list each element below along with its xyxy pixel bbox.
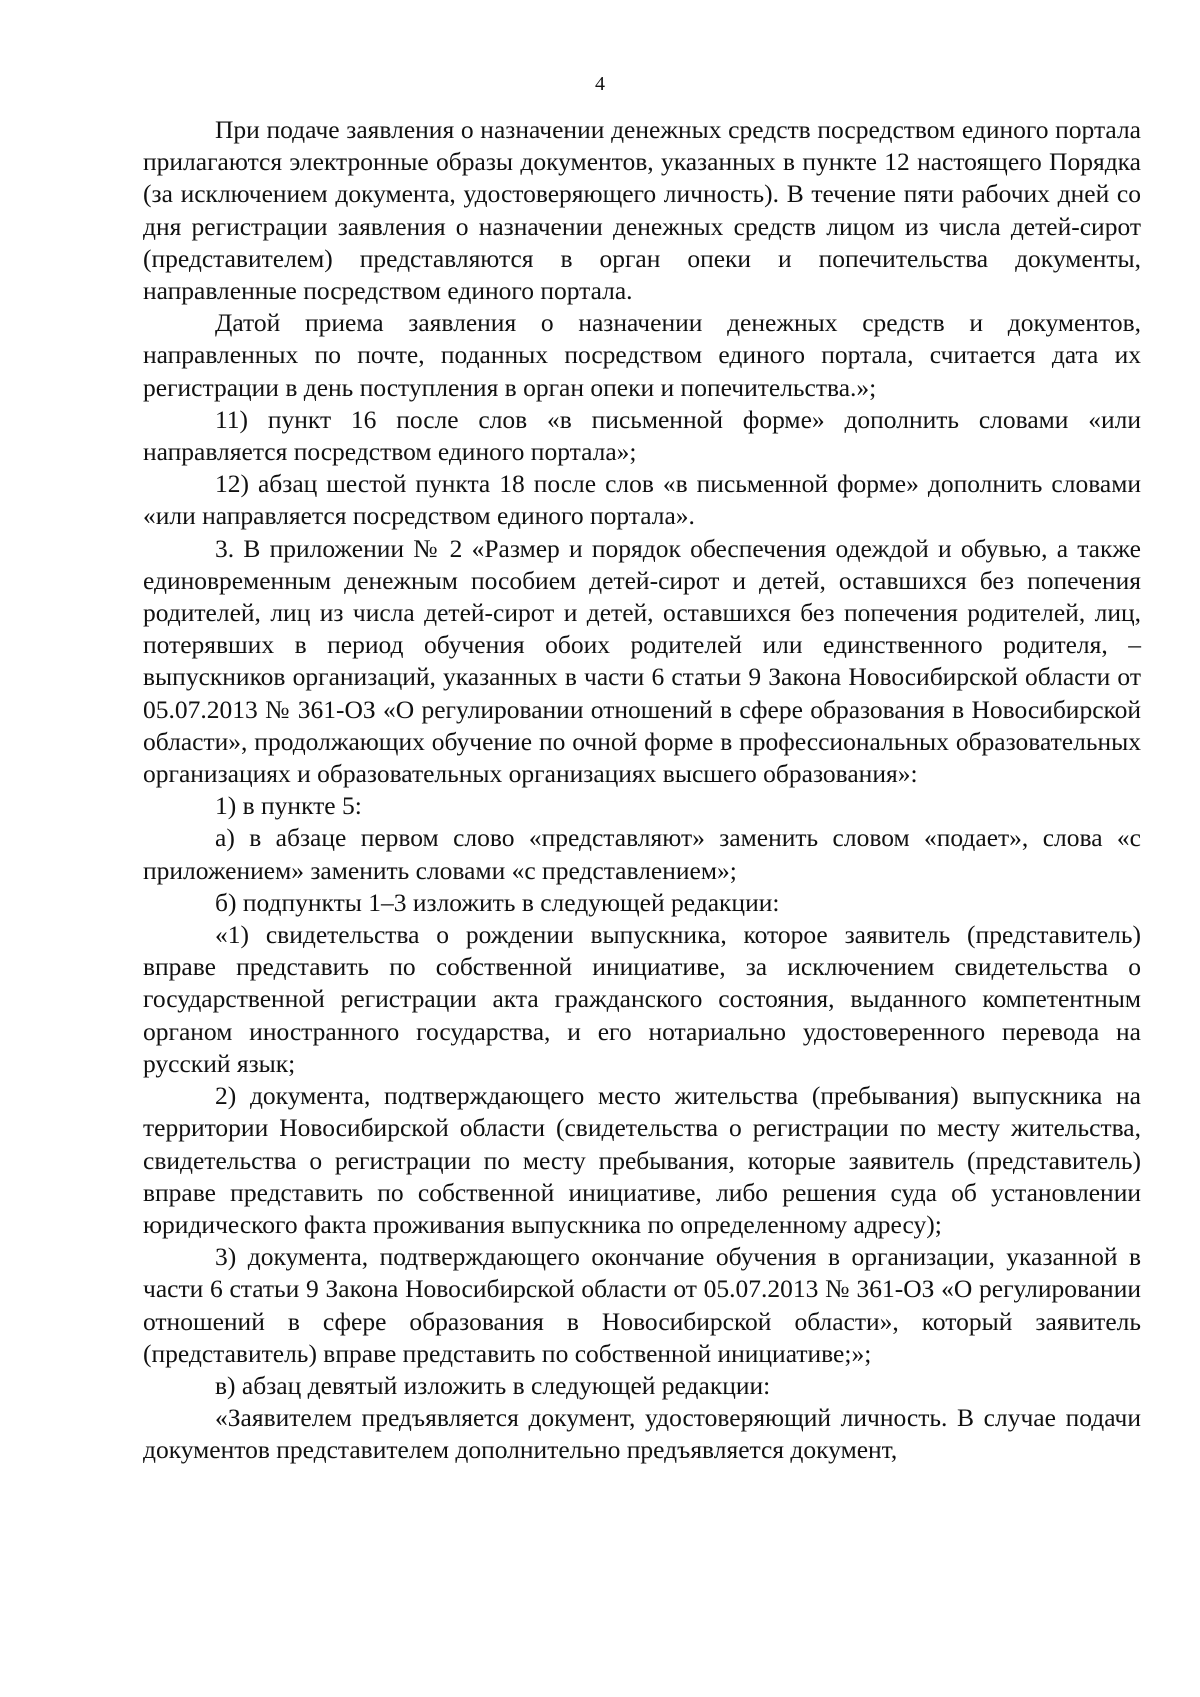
paragraph-quoted-item-2: 2) документа, подтверждающего место жительства (пребывания) выпускника на территории Новосибирской области (свидетельства о регистрации по месту жительства, свидетельства о регистрации по месту пребывания, которые заявитель (представитель) вправе представить по собственной инициативе, либо решения суда об установлении юридического факта проживания выпускника по определенному адресу); [143,1081,1141,1239]
paragraph-appendix-2: 3. В приложении № 2 «Размер и порядок обеспечения одеждой и обувью, а также единовременным денежным пособием детей-сирот и детей, оставшихся без попечения родителей, лиц из числа детей-сирот и детей, оставшихся без попечения родителей, лиц, потерявших в период обучения обоих родителей или единственного родителя, – выпускников организаций, указанных в части 6 статьи 9 Закона Новосибирской области от 05.07.2013 № 361-ОЗ «О регулировании отношений в сфере образования в Новосибирской области», продолжающих обучение по очной форме в профессиональных образовательных организациях и образовательных организациях высшего образования»: [143,533,1141,789]
paragraph-portal-submission: При подаче заявления о назначении денежных средств посредством единого портала прилагаются электронные образы документов, указанных в пункте 12 настоящего Порядка (за исключением документа, удостоверяющего личность). В течение пяти рабочих дней со дня регистрации заявления о назначении денежных средств лицом из числа детей-сирот (представителем) представляются в орган опеки и попечительства документы, направленные посредством единого портала. [143,115,1141,306]
paragraph-subitem-v: в) абзац девятый изложить в следующей редакции: [215,1370,771,1400]
paragraph-subitem-1: 1) в пункте 5: [215,791,362,821]
paragraph-subitem-a: а) в абзаце первом слово «представляют» заменить словом «подает», слова «с приложением» заменить словами «с представлением»; [143,823,1141,885]
paragraph-identity-document: «Заявителем предъявляется документ, удостоверяющий личность. В случае подачи документов представителем дополнительно предъявляется документ, [143,1403,1141,1465]
page-number: 4 [595,73,605,95]
paragraph-subitem-b: б) подпункты 1–3 изложить в следующей редакции: [215,887,780,917]
paragraph-item-11: 11) пункт 16 после слов «в письменной форме» дополнить словами «или направляется посредством единого портала»; [143,404,1141,467]
paragraph-quoted-item-3: 3) документа, подтверждающего окончание обучения в организации, указанной в части 6 статьи 9 Закона Новосибирской области от 05.07.2013 № 361-ОЗ «О регулировании отношений в сфере образования в Новосибирской области», который заявитель (представитель) вправе представить по собственной инициативе;»; [143,1242,1141,1368]
paragraph-acceptance-date: Датой приема заявления о назначении денежных средств и документов, направленных по почте, поданных посредством единого портала, считается дата их регистрации в день поступления в орган опеки и попечительства.»; [143,308,1141,402]
paragraph-item-12: 12) абзац шестой пункта 18 после слов «в письменной форме» дополнить словами «или направляется посредством единого портала». [143,469,1141,531]
paragraph-quoted-item-1: «1) свидетельства о рождении выпускника, которое заявитель (представитель) вправе представить по собственной инициативе, за исключением свидетельства о государственной регистрации акта гражданского состояния, выданного компетентным органом иностранного государства, и его нотариально удостоверенного перевода на русский язык; [143,920,1141,1078]
document-body [143,114,1141,1467]
